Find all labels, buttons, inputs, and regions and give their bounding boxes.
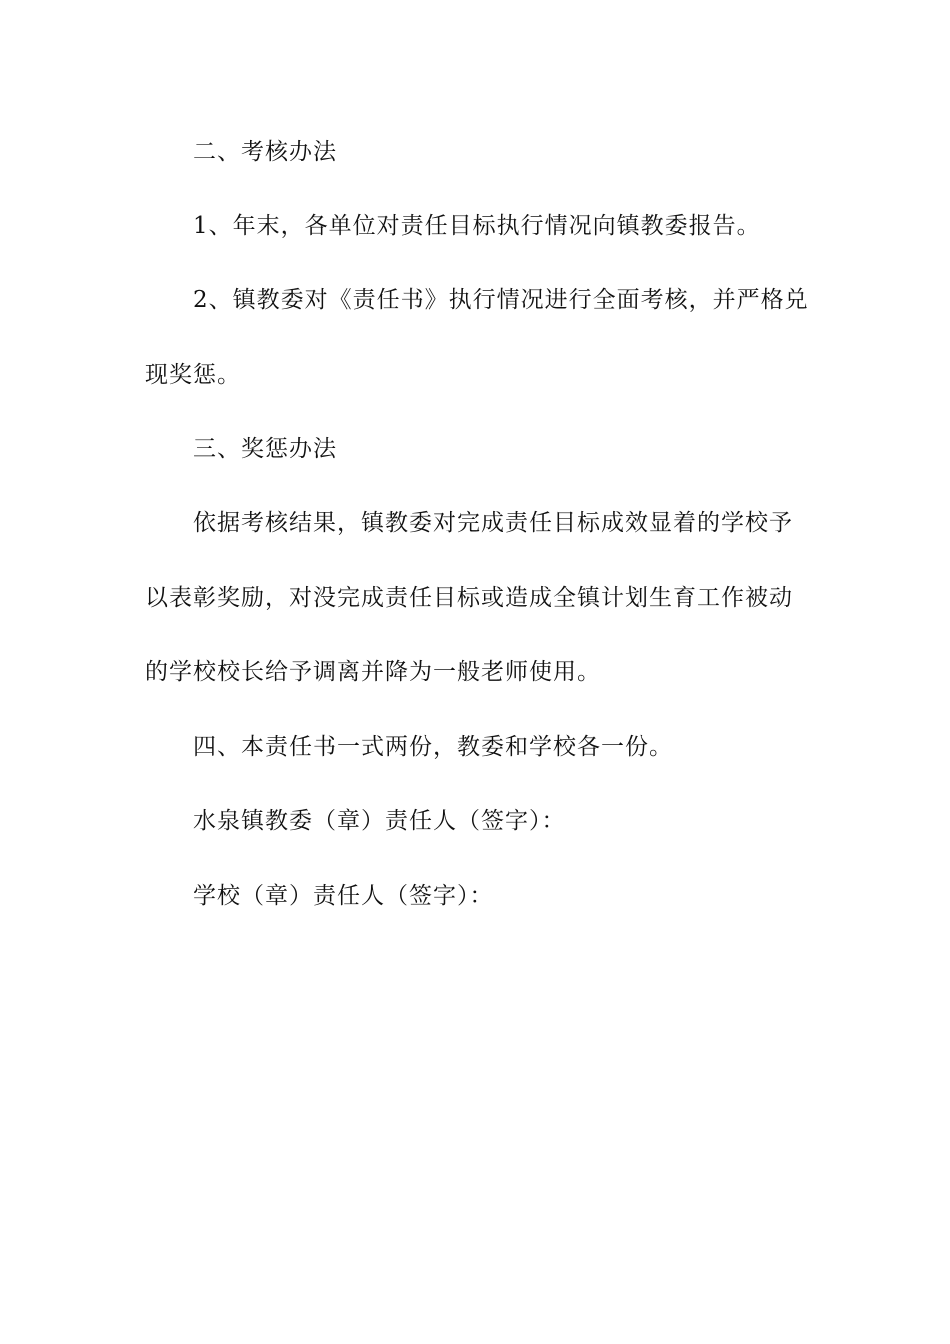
section-copies: 四、本责任书一式两份，教委和学校各一份。 — [193, 734, 673, 760]
section-heading-rewards: 三、奖惩办法 — [193, 436, 337, 462]
paragraph-rewards-line-1: 依据考核结果，镇教委对完成责任目标成效显着的学校予 — [193, 510, 793, 536]
signature-line-education-committee: 水泉镇教委（章）责任人（签字）： — [193, 808, 566, 834]
paragraph-item-2-line-1: 2、镇教委对《责任书》执行情况进行全面考核，并严格兑 — [193, 287, 809, 313]
paragraph-rewards-line-3: 的学校校长给予调离并降为一般老师使用。 — [145, 659, 601, 685]
paragraph-rewards-line-2: 以表彰奖励，对没完成责任目标或造成全镇计划生育工作被动 — [145, 585, 793, 611]
section-heading-assessment: 二、考核办法 — [193, 139, 337, 165]
paragraph-item-2-line-2: 现奖惩。 — [145, 362, 241, 388]
paragraph-item-1: 1、年末，各单位对责任目标执行情况向镇教委报告。 — [193, 213, 761, 239]
signature-line-school: 学校（章）责任人（签字）： — [193, 883, 494, 909]
